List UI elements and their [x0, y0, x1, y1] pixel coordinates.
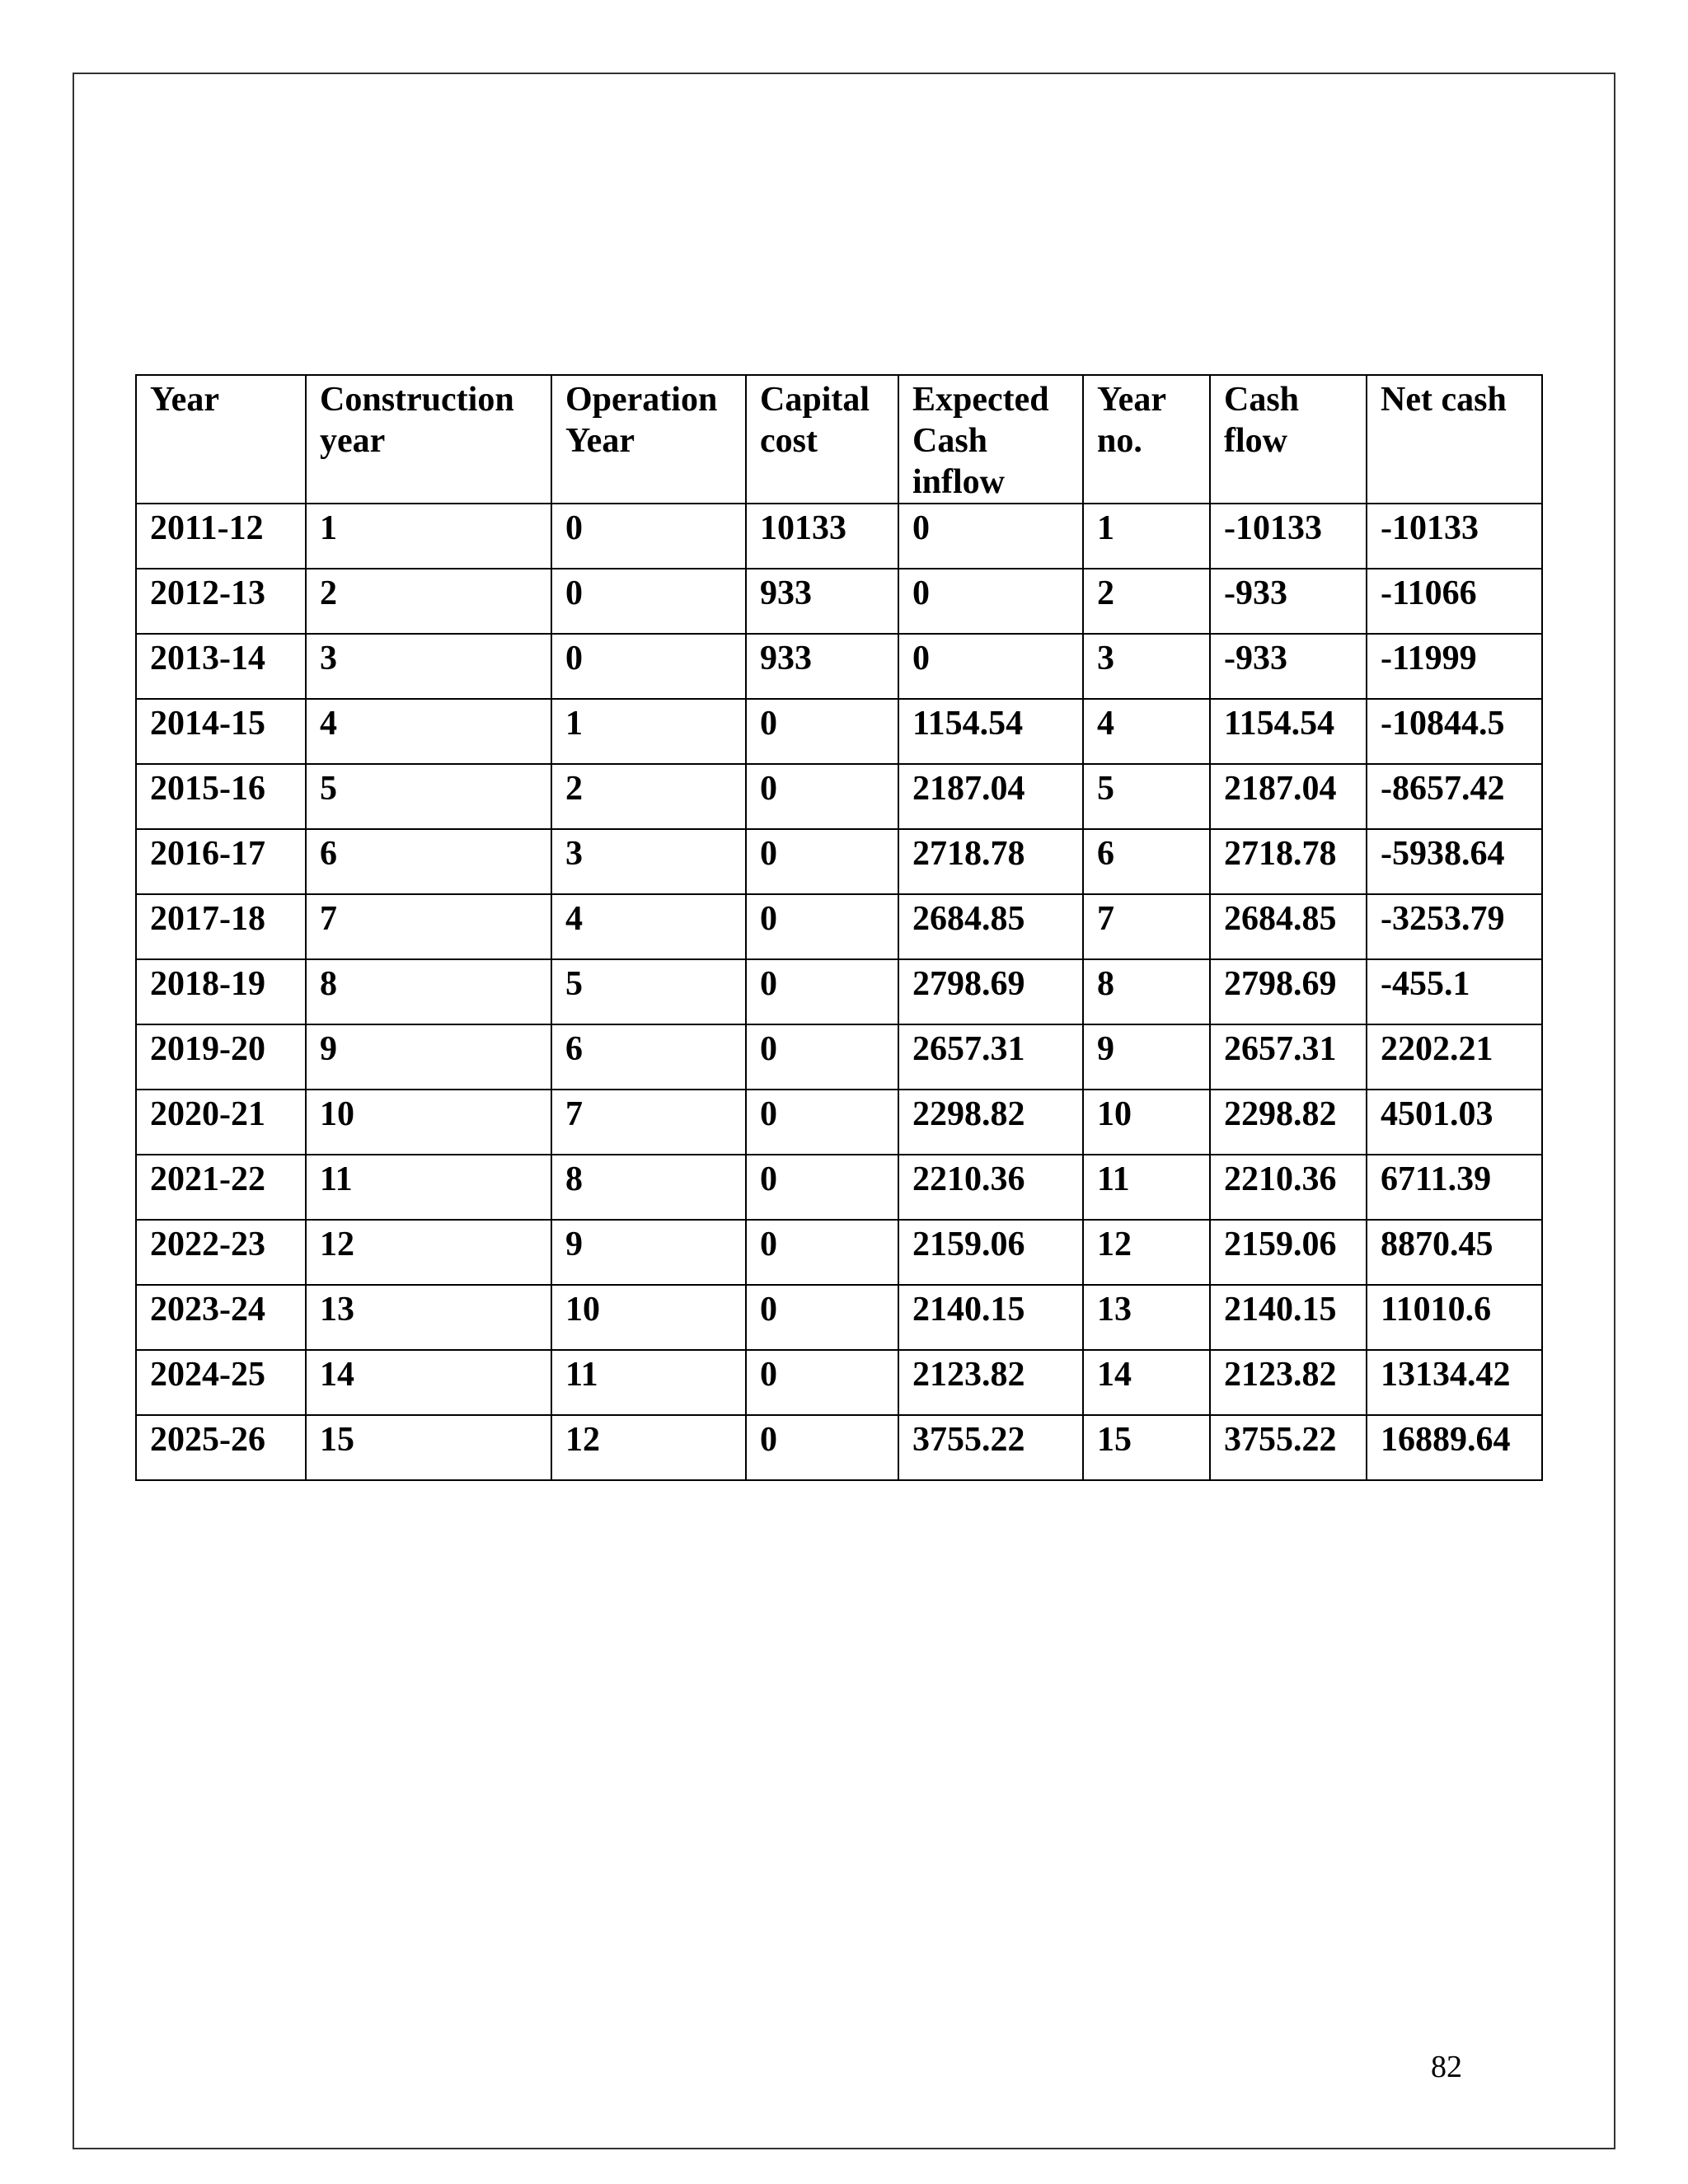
- cell-cash-flow: 2210.36: [1210, 1155, 1367, 1220]
- cell-expected-cash-inflow: 2684.85: [898, 894, 1083, 959]
- cell-net-cash: 6711.39: [1367, 1155, 1542, 1220]
- table-row: [136, 829, 1542, 894]
- cell-year-no: 2: [1083, 569, 1210, 634]
- cell-operation-year: 6: [551, 1024, 746, 1090]
- cell-year-no: 8: [1083, 959, 1210, 1024]
- cell-capital-cost: 0: [746, 764, 898, 829]
- cell-cash-flow: 3755.22: [1210, 1415, 1367, 1480]
- cell-capital-cost: 0: [746, 1350, 898, 1415]
- cell-capital-cost: 10133: [746, 504, 898, 569]
- cell-net-cash: -11066: [1367, 569, 1542, 634]
- cell-operation-year: 7: [551, 1090, 746, 1155]
- cell-year-no: 15: [1083, 1415, 1210, 1480]
- table-row: [136, 1155, 1542, 1220]
- cell-construction-year: 14: [306, 1350, 551, 1415]
- cell-cash-flow: 2657.31: [1210, 1024, 1367, 1090]
- cell-year-no: 3: [1083, 634, 1210, 699]
- table-row: [136, 1024, 1542, 1090]
- header-cash-flow: Cash flow: [1210, 375, 1367, 504]
- cell-capital-cost: 0: [746, 894, 898, 959]
- cell-year: 2015-16: [136, 764, 306, 829]
- cell-net-cash: -10844.5: [1367, 699, 1542, 764]
- cell-expected-cash-inflow: 2298.82: [898, 1090, 1083, 1155]
- cell-construction-year: 11: [306, 1155, 551, 1220]
- cell-expected-cash-inflow: 0: [898, 634, 1083, 699]
- cell-operation-year: 3: [551, 829, 746, 894]
- table-row: [136, 569, 1542, 634]
- cell-expected-cash-inflow: 2159.06: [898, 1220, 1083, 1285]
- table-row: [136, 634, 1542, 699]
- cell-cash-flow: 2159.06: [1210, 1220, 1367, 1285]
- header-expected-cash-inflow: Expected Cash inflow: [898, 375, 1083, 504]
- cell-operation-year: 0: [551, 504, 746, 569]
- table-row: [136, 1220, 1542, 1285]
- cell-construction-year: 2: [306, 569, 551, 634]
- cell-capital-cost: 0: [746, 1155, 898, 1220]
- cell-net-cash: -5938.64: [1367, 829, 1542, 894]
- cell-net-cash: -10133: [1367, 504, 1542, 569]
- cell-year-no: 12: [1083, 1220, 1210, 1285]
- cell-operation-year: 1: [551, 699, 746, 764]
- table-row: [136, 959, 1542, 1024]
- cell-year: 2017-18: [136, 894, 306, 959]
- cell-cash-flow: 2684.85: [1210, 894, 1367, 959]
- cell-capital-cost: 0: [746, 959, 898, 1024]
- cell-expected-cash-inflow: 3755.22: [898, 1415, 1083, 1480]
- cell-operation-year: 0: [551, 569, 746, 634]
- cell-net-cash: 11010.6: [1367, 1285, 1542, 1350]
- header-net-cash: Net cash: [1367, 375, 1542, 504]
- cell-cash-flow: 2187.04: [1210, 764, 1367, 829]
- cell-construction-year: 15: [306, 1415, 551, 1480]
- cell-year-no: 1: [1083, 504, 1210, 569]
- cell-operation-year: 11: [551, 1350, 746, 1415]
- cash-flow-table: [135, 374, 1543, 1481]
- cell-expected-cash-inflow: 2798.69: [898, 959, 1083, 1024]
- table-header-row: [136, 375, 1542, 504]
- table-row: [136, 1090, 1542, 1155]
- table-row: [136, 764, 1542, 829]
- cell-year-no: 4: [1083, 699, 1210, 764]
- header-operation-year: Operation Year: [551, 375, 746, 504]
- cell-capital-cost: 0: [746, 1090, 898, 1155]
- cell-expected-cash-inflow: 2187.04: [898, 764, 1083, 829]
- table-body: [136, 504, 1542, 1480]
- cell-year: 2012-13: [136, 569, 306, 634]
- cell-expected-cash-inflow: 0: [898, 504, 1083, 569]
- cell-expected-cash-inflow: 2123.82: [898, 1350, 1083, 1415]
- cell-net-cash: -8657.42: [1367, 764, 1542, 829]
- cell-capital-cost: 0: [746, 829, 898, 894]
- cell-cash-flow: 2140.15: [1210, 1285, 1367, 1350]
- cell-expected-cash-inflow: 2718.78: [898, 829, 1083, 894]
- cell-net-cash: 8870.45: [1367, 1220, 1542, 1285]
- cell-operation-year: 5: [551, 959, 746, 1024]
- cell-year: 2014-15: [136, 699, 306, 764]
- cell-year: 2023-24: [136, 1285, 306, 1350]
- cell-construction-year: 13: [306, 1285, 551, 1350]
- cell-net-cash: 16889.64: [1367, 1415, 1542, 1480]
- cell-construction-year: 9: [306, 1024, 551, 1090]
- cell-operation-year: 12: [551, 1415, 746, 1480]
- cell-capital-cost: 0: [746, 1285, 898, 1350]
- header-construction-year: Construction year: [306, 375, 551, 504]
- table-row: [136, 504, 1542, 569]
- cell-year-no: 5: [1083, 764, 1210, 829]
- table-row: [136, 1285, 1542, 1350]
- cell-year: 2020-21: [136, 1090, 306, 1155]
- page-number: 82: [1431, 2050, 1462, 2084]
- table-row: [136, 894, 1542, 959]
- cell-capital-cost: 0: [746, 1415, 898, 1480]
- cell-cash-flow: -933: [1210, 634, 1367, 699]
- cell-expected-cash-inflow: 2210.36: [898, 1155, 1083, 1220]
- cell-cash-flow: 1154.54: [1210, 699, 1367, 764]
- cell-year: 2019-20: [136, 1024, 306, 1090]
- cell-cash-flow: -10133: [1210, 504, 1367, 569]
- cell-net-cash: -3253.79: [1367, 894, 1542, 959]
- cell-expected-cash-inflow: 0: [898, 569, 1083, 634]
- table-row: [136, 699, 1542, 764]
- cell-year-no: 11: [1083, 1155, 1210, 1220]
- cell-capital-cost: 0: [746, 699, 898, 764]
- table-row: [136, 1415, 1542, 1480]
- cell-operation-year: 8: [551, 1155, 746, 1220]
- cell-expected-cash-inflow: 2657.31: [898, 1024, 1083, 1090]
- cell-cash-flow: 2298.82: [1210, 1090, 1367, 1155]
- cell-net-cash: -11999: [1367, 634, 1542, 699]
- cell-year-no: 6: [1083, 829, 1210, 894]
- cell-year-no: 13: [1083, 1285, 1210, 1350]
- cell-capital-cost: 0: [746, 1024, 898, 1090]
- cell-cash-flow: 2123.82: [1210, 1350, 1367, 1415]
- cell-construction-year: 6: [306, 829, 551, 894]
- header-year: Year: [136, 375, 306, 504]
- header-year-no: Year no.: [1083, 375, 1210, 504]
- cell-capital-cost: 933: [746, 634, 898, 699]
- cell-construction-year: 4: [306, 699, 551, 764]
- cell-net-cash: 13134.42: [1367, 1350, 1542, 1415]
- cell-year: 2013-14: [136, 634, 306, 699]
- header-capital-cost: Capital cost: [746, 375, 898, 504]
- cell-operation-year: 2: [551, 764, 746, 829]
- cell-year-no: 14: [1083, 1350, 1210, 1415]
- cell-net-cash: 2202.21: [1367, 1024, 1542, 1090]
- cell-year: 2016-17: [136, 829, 306, 894]
- cell-operation-year: 10: [551, 1285, 746, 1350]
- cell-expected-cash-inflow: 2140.15: [898, 1285, 1083, 1350]
- cell-cash-flow: 2798.69: [1210, 959, 1367, 1024]
- cell-year-no: 7: [1083, 894, 1210, 959]
- cell-construction-year: 10: [306, 1090, 551, 1155]
- cell-construction-year: 7: [306, 894, 551, 959]
- cell-construction-year: 12: [306, 1220, 551, 1285]
- cell-operation-year: 0: [551, 634, 746, 699]
- cell-expected-cash-inflow: 1154.54: [898, 699, 1083, 764]
- cell-cash-flow: -933: [1210, 569, 1367, 634]
- cell-year: 2021-22: [136, 1155, 306, 1220]
- cell-construction-year: 1: [306, 504, 551, 569]
- cell-net-cash: 4501.03: [1367, 1090, 1542, 1155]
- cell-construction-year: 8: [306, 959, 551, 1024]
- cell-operation-year: 4: [551, 894, 746, 959]
- cell-construction-year: 5: [306, 764, 551, 829]
- cell-capital-cost: 933: [746, 569, 898, 634]
- cell-construction-year: 3: [306, 634, 551, 699]
- cell-year-no: 10: [1083, 1090, 1210, 1155]
- cell-cash-flow: 2718.78: [1210, 829, 1367, 894]
- cell-net-cash: -455.1: [1367, 959, 1542, 1024]
- table-row: [136, 1350, 1542, 1415]
- cell-capital-cost: 0: [746, 1220, 898, 1285]
- cell-year: 2022-23: [136, 1220, 306, 1285]
- cell-year: 2024-25: [136, 1350, 306, 1415]
- cell-year: 2011-12: [136, 504, 306, 569]
- cell-year: 2025-26: [136, 1415, 306, 1480]
- cell-year-no: 9: [1083, 1024, 1210, 1090]
- cell-operation-year: 9: [551, 1220, 746, 1285]
- cell-year: 2018-19: [136, 959, 306, 1024]
